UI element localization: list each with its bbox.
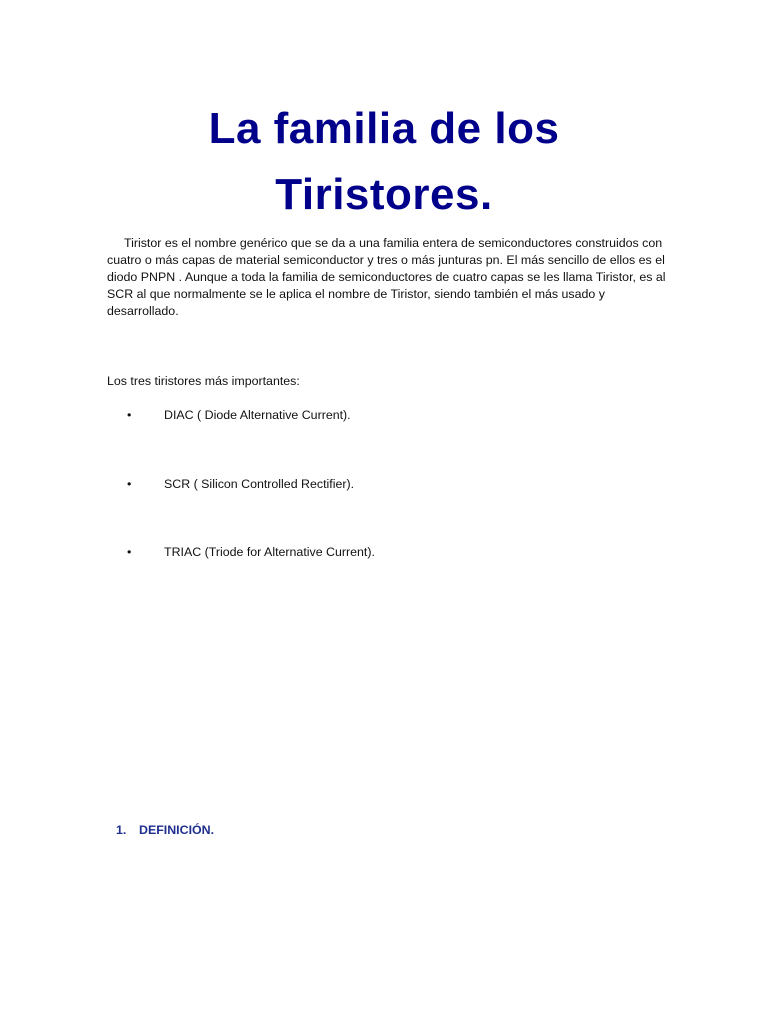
section-heading-definicion [116,822,214,839]
list-item-text: SCR ( Silicon Controlled Rectifier). [164,477,355,491]
list-item-text: TRIAC (Triode for Alternative Current). [164,545,375,559]
list-item-text: DIAC ( Diode Alternative Current). [164,408,351,422]
page-title-line-1: La familia de los [208,104,560,153]
page-title-line-2: Tiristores. [275,170,493,219]
page-title [0,96,768,228]
intro-paragraph: Tiristor es el nombre genérico que se da a una familia entera de semiconductores construidos con cuatro o más capas de material semiconductor y tres o más junturas pn. El más sencillo de ellos es el diodo PNPN . Aunque a toda la familia de semiconductores de cuatro capas se les llama Tiristor, es al SCR al que normalmente se le aplica el nombre de Tiristor, siendo también el más usado y desarrollado. [107,236,666,318]
section-number: 1. [116,823,127,837]
list-heading: Los tres tiristores más importantes: [107,374,300,388]
section-title: DEFINICIÓN. [139,823,215,837]
bullet-icon: • [127,477,132,491]
bullet-icon: • [127,408,132,422]
bullet-icon: • [127,545,132,559]
